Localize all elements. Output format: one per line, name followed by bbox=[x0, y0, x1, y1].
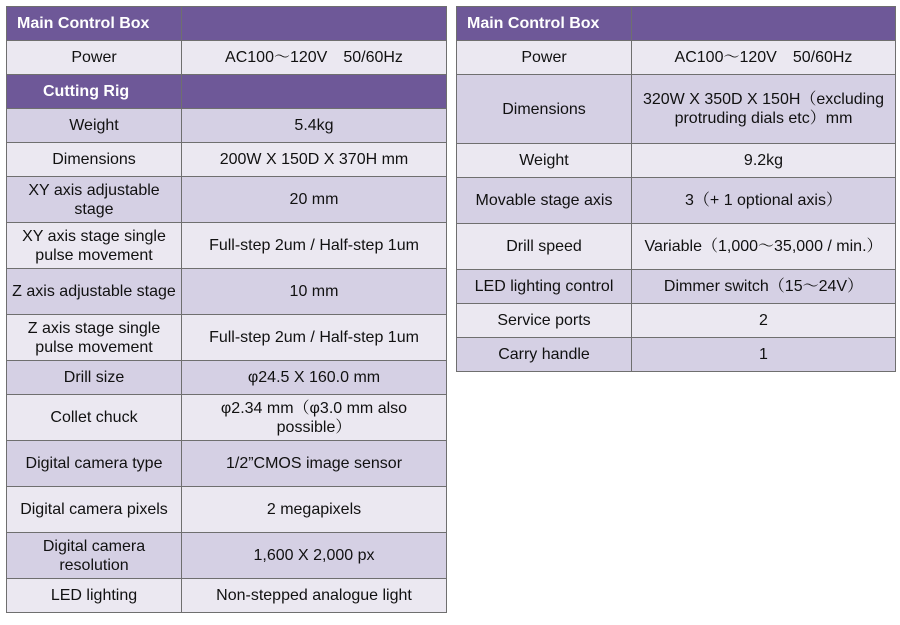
spec-label: Z axis stage single pulse movement bbox=[7, 315, 182, 361]
header-blank-cell bbox=[182, 75, 447, 109]
spec-label: Drill size bbox=[7, 361, 182, 395]
table-row bbox=[7, 41, 447, 75]
cutting-rig-spec-table bbox=[6, 6, 447, 613]
table-header-row bbox=[457, 7, 896, 41]
spec-value: Dimmer switch（15～24V） bbox=[632, 270, 896, 304]
spec-value: 3（+ 1 optional axis） bbox=[632, 178, 896, 224]
table-row bbox=[457, 304, 896, 338]
table-row bbox=[7, 361, 447, 395]
spec-label: Weight bbox=[457, 144, 632, 178]
table-row bbox=[457, 224, 896, 270]
main-control-box-header: Main Control Box bbox=[457, 7, 632, 41]
cutting-rig-header: Cutting Rig bbox=[7, 75, 182, 109]
table-row bbox=[7, 177, 447, 223]
spec-value: φ24.5 X 160.0 mm bbox=[182, 361, 447, 395]
table-row bbox=[7, 315, 447, 361]
spec-value: 20 mm bbox=[182, 177, 447, 223]
spec-label: LED lighting control bbox=[457, 270, 632, 304]
spec-value: 320W X 350D X 150H（excluding protruding dials etc）mm bbox=[632, 75, 896, 144]
table-row bbox=[7, 109, 447, 143]
table-row bbox=[7, 395, 447, 441]
spec-value: Full-step 2um / Half-step 1um bbox=[182, 223, 447, 269]
header-blank-cell bbox=[632, 7, 896, 41]
spec-value: Non-stepped analogue light bbox=[182, 579, 447, 613]
spec-value: 1/2”CMOS image sensor bbox=[182, 441, 447, 487]
table-row bbox=[7, 223, 447, 269]
table-row bbox=[7, 579, 447, 613]
spec-value: AC100～120V 50/60Hz bbox=[182, 41, 447, 75]
spec-label: Weight bbox=[7, 109, 182, 143]
spec-value: 10 mm bbox=[182, 269, 447, 315]
spec-value: 1,600 X 2,000 px bbox=[182, 533, 447, 579]
spec-label: XY axis stage single pulse movement bbox=[7, 223, 182, 269]
spec-label: Carry handle bbox=[457, 338, 632, 372]
table-row bbox=[457, 75, 896, 144]
spec-label: Digital camera pixels bbox=[7, 487, 182, 533]
spec-value: 1 bbox=[632, 338, 896, 372]
spec-label: LED lighting bbox=[7, 579, 182, 613]
main-control-box-spec-table bbox=[456, 6, 896, 372]
table-header-row bbox=[7, 7, 447, 41]
spec-label: Digital camera type bbox=[7, 441, 182, 487]
spec-label: XY axis adjustable stage bbox=[7, 177, 182, 223]
table-row bbox=[457, 41, 896, 75]
spec-value: 2 megapixels bbox=[182, 487, 447, 533]
table-row bbox=[7, 487, 447, 533]
spec-value: 9.2kg bbox=[632, 144, 896, 178]
table-row bbox=[457, 270, 896, 304]
spec-label: Z axis adjustable stage bbox=[7, 269, 182, 315]
spec-label: Dimensions bbox=[457, 75, 632, 144]
header-blank-cell bbox=[182, 7, 447, 41]
spec-label: Drill speed bbox=[457, 224, 632, 270]
spec-value: φ2.34 mm（φ3.0 mm also possible） bbox=[182, 395, 447, 441]
spec-label: Digital camera resolution bbox=[7, 533, 182, 579]
table-row bbox=[457, 144, 896, 178]
table-row bbox=[457, 178, 896, 224]
spec-value: Full-step 2um / Half-step 1um bbox=[182, 315, 447, 361]
table-row bbox=[7, 143, 447, 177]
table-row bbox=[457, 338, 896, 372]
spec-value: 200W X 150D X 370H mm bbox=[182, 143, 447, 177]
spec-label: Movable stage axis bbox=[457, 178, 632, 224]
spec-value: AC100～120V 50/60Hz bbox=[632, 41, 896, 75]
spec-label: Power bbox=[457, 41, 632, 75]
spec-label: Power bbox=[7, 41, 182, 75]
main-control-box-header: Main Control Box bbox=[7, 7, 182, 41]
spec-label: Service ports bbox=[457, 304, 632, 338]
table-row bbox=[7, 533, 447, 579]
spec-label: Dimensions bbox=[7, 143, 182, 177]
section-header-row bbox=[7, 75, 447, 109]
spec-value: 5.4kg bbox=[182, 109, 447, 143]
spec-value: Variable（1,000～35,000 / min.） bbox=[632, 224, 896, 270]
table-row bbox=[7, 441, 447, 487]
table-row bbox=[7, 269, 447, 315]
spec-label: Collet chuck bbox=[7, 395, 182, 441]
spec-value: 2 bbox=[632, 304, 896, 338]
